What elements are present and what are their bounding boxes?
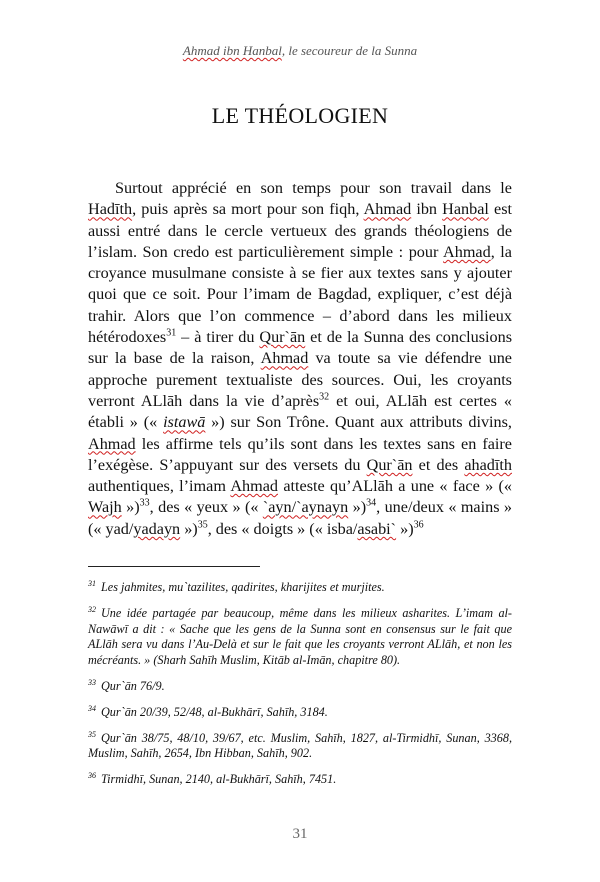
footnote-ref[interactable]: 31	[166, 327, 177, 339]
text-segment: , des « doigts » (« isba/	[207, 519, 358, 538]
footnote-number: 32	[88, 604, 96, 614]
text-segment: ») sur Son Trône. Quant aux attributs divins,	[205, 413, 512, 432]
text-segment: – à tirer du	[176, 328, 260, 347]
transliterated-term: ALlāh	[351, 477, 393, 496]
page-number: 31	[292, 826, 308, 842]
text-segment: , la croyance musulmane consiste à se fier aux textes sans y ajouter quoi que ce soit. Pour l’imam de Bagdad, expliquer, c’est déjà trahir. Alors que l’on commence – d’abord dans les milieux hétérodoxes	[88, 242, 512, 347]
footnote-text: Les jahmites, mu`tazilites, qadirites, kharijites et murjites.	[101, 580, 385, 594]
text-segment: a une « face » («	[392, 477, 512, 496]
running-header	[0, 43, 600, 59]
text-segment: , puis après sa mort pour son fiqh,	[132, 200, 364, 219]
text-segment: »)	[180, 519, 198, 538]
transliterated-term: Hadīth	[88, 200, 133, 219]
footnote-number: 31	[88, 578, 96, 588]
footnote-ref[interactable]: 33	[139, 498, 150, 510]
footnote-ref[interactable]: 35	[197, 519, 208, 531]
transliterated-term: Qur`ān	[259, 328, 306, 347]
transliterated-term: Ahmad	[88, 434, 136, 453]
footnote-31	[88, 580, 512, 596]
chapter-title: LE THÉOLOGIEN	[211, 103, 389, 128]
footnote-ref[interactable]: 36	[413, 519, 424, 531]
transliterated-term: ALlāh	[385, 391, 428, 410]
text-segment: et de la Sunna des conclusions sur la base de la raison,	[88, 328, 512, 368]
footnote-36	[88, 772, 512, 788]
transliterated-term: Hanbal	[442, 200, 489, 219]
transliterated-term: Ahmad	[230, 477, 279, 496]
transliterated-term: istawā	[163, 413, 206, 432]
transliterated-term: asabi`	[357, 519, 397, 538]
footnote-number: 34	[88, 703, 96, 713]
body-paragraph	[88, 178, 512, 540]
footnote-text: Qur`ān 76/9.	[101, 678, 165, 693]
text-segment: »)	[396, 519, 414, 538]
transliterated-term: Qur`ān	[366, 455, 413, 474]
footnote-text: Tirmidhī, Sunan, 2140, al-Bukhārī, Sahīh, 7451.	[101, 772, 337, 787]
transliterated-term: yadayn	[133, 519, 181, 538]
text-segment: et des	[412, 455, 465, 474]
text-segment: les affirme tels qu’ils sont dans les textes sans en faire l’exégèse. S’appuyant sur des versets du	[88, 434, 512, 474]
footnote-35	[88, 731, 512, 763]
text-segment: , des « yeux » («	[149, 498, 263, 517]
footnotes-list	[88, 580, 512, 798]
transliterated-term: ahadīth	[464, 455, 512, 474]
text-segment: , une/deux « mains » (« yad/	[88, 498, 512, 538]
transliterated-term: `ayn/`aynayn	[262, 498, 349, 517]
footnote-text: Qur`ān 38/75, 48/10, 39/67, etc. Muslim, Sahīh, 1827, al-Tirmidhī, Sunan, 3368, Muslim, Sahīh, 2654, Ibn Hibban, Sahīh, 902.	[88, 730, 512, 761]
footnote-33	[88, 679, 512, 695]
footnote-34	[88, 705, 512, 721]
transliterated-term: Ahmad	[443, 242, 491, 261]
footnote-number: 33	[88, 677, 96, 687]
transliterated-term: Ahmad	[260, 349, 309, 368]
transliterated-term: Ahmad	[363, 200, 412, 219]
footnote-number: 35	[88, 729, 96, 739]
running-header-subtitle: , le secoureur de la Sunna	[281, 43, 418, 58]
text-segment: »)	[348, 498, 367, 517]
footnote-ref[interactable]: 34	[366, 498, 377, 510]
text-segment: Surtout apprécié en son temps pour son travail dans le	[115, 179, 512, 197]
running-header-name: Ahmad ibn Hanbal	[182, 43, 282, 58]
transliterated-term: ALlāh	[140, 391, 183, 410]
footnote-separator	[88, 566, 260, 567]
text-segment: va toute sa vie défendre une approche purement textualiste des sources. Oui, les croyants verront	[88, 349, 512, 410]
text-segment: atteste qu’	[278, 477, 352, 496]
transliterated-term: Wajh	[88, 498, 122, 517]
footnote-text: Qur`ān 20/39, 52/48, al-Bukhārī, Sahīh, 3184.	[101, 704, 328, 719]
text-segment: ibn	[411, 200, 443, 219]
footnote-text: Une idée partagée par beaucoup, même dans les milieux asharites. L’imam al-Nawāwī a dit : « Sache que les gens de la Sunna sont en consensus sur le fait que ALlāh sera vu dans l’Au-Delà et sur le fait que les croyants verront ALlāh, et non les mécréants. » (Sharh Sahīh Muslim, Kitāb al-Imān, chapitre 80).	[88, 605, 512, 668]
text-segment: dans la vie d’après	[182, 391, 320, 410]
footnote-number: 36	[88, 771, 96, 781]
text-segment: et oui,	[329, 391, 386, 410]
text-segment: authentiques, l’imam	[88, 477, 231, 496]
text-segment: »)	[121, 498, 140, 517]
footnote-ref[interactable]: 32	[319, 391, 330, 403]
text-segment: est certes « établi » («	[88, 391, 512, 432]
text-segment: est aussi entré dans le cercle vertueux des grands théologiens de l’islam. Son credo est particulièrement simple : pour	[88, 200, 512, 261]
footnote-32	[88, 606, 512, 669]
